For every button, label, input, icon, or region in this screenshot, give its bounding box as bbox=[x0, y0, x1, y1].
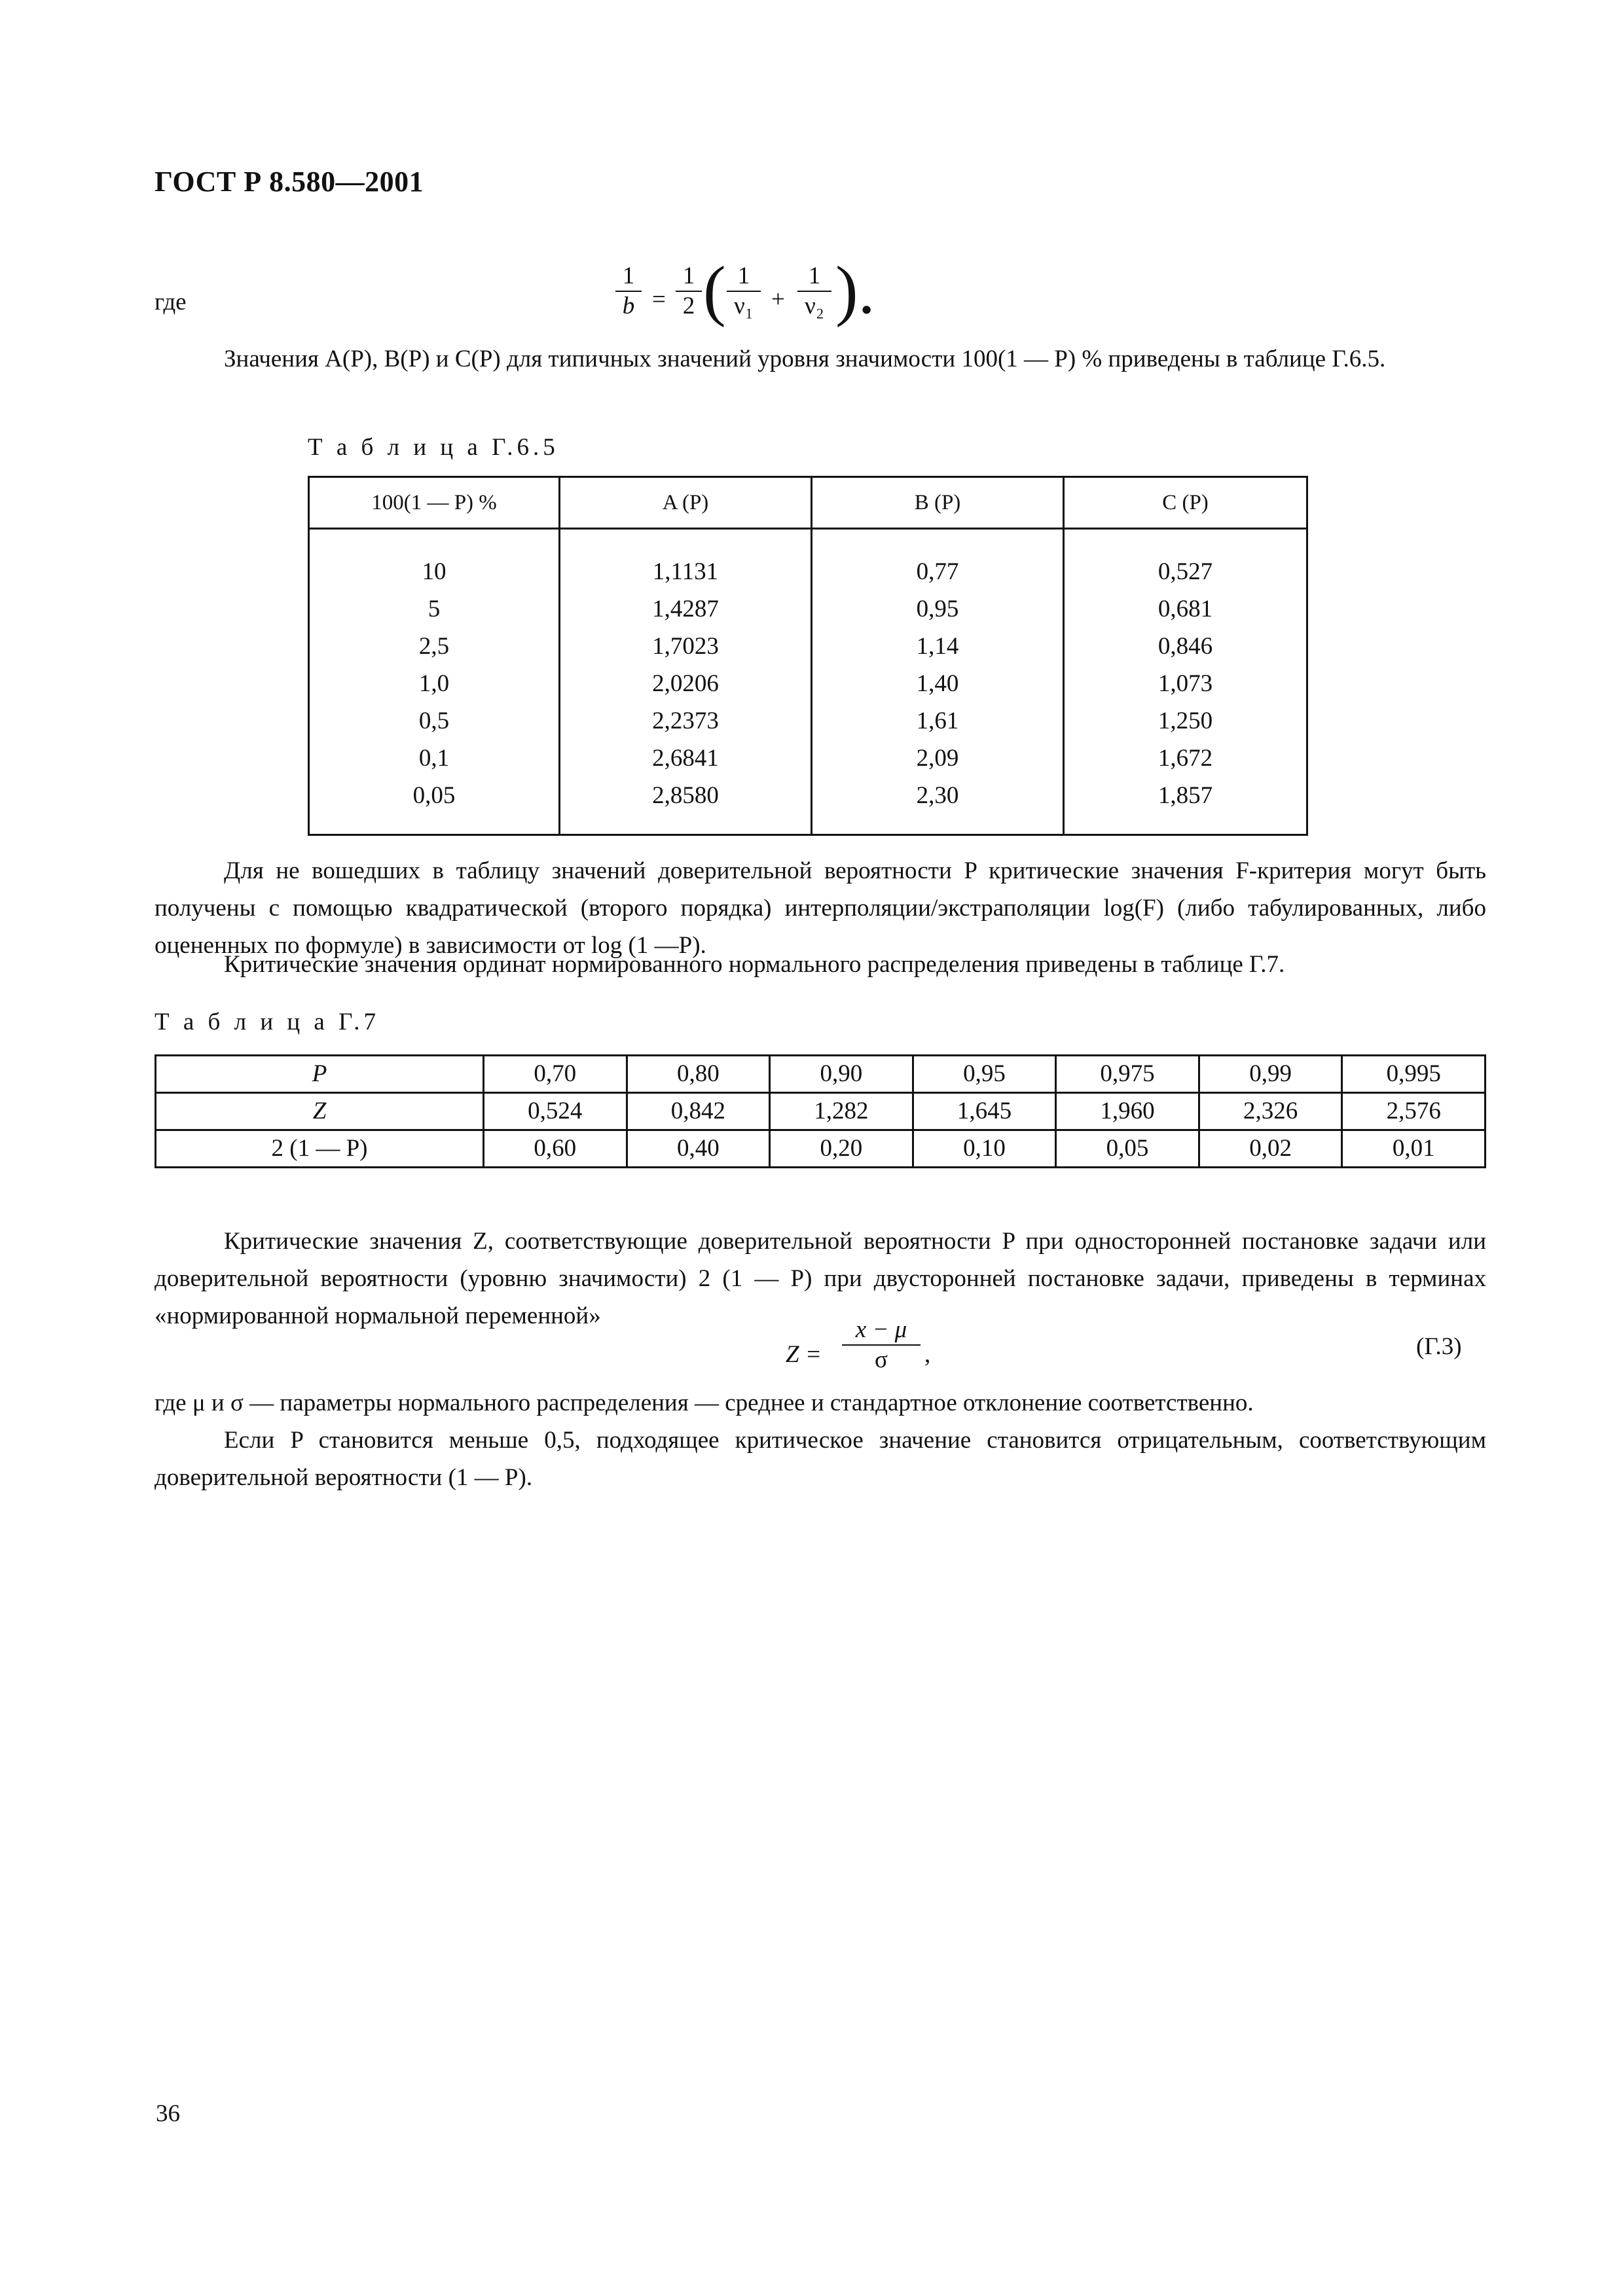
table-header-cell: A (P) bbox=[560, 477, 812, 529]
paragraph-critical-z: Критические значения Z, соответствующие доверительной вероятности P при односторонней постановке задачи или доверительной вероятности (уровню значимости) 2 (1 — P) при двусторонней постановке задачи, приведены в терминах «нормированной нормальной переменной» bbox=[155, 1228, 1486, 1329]
formula-1-over-b bbox=[615, 253, 877, 334]
document-header: ГОСТ Р 8.580—2001 bbox=[155, 166, 424, 198]
open-paren: ( bbox=[703, 253, 726, 328]
table-header-cell: C (P) bbox=[1064, 477, 1307, 529]
paragraph-critical-ordinates: Критические значения ординат нормированного нормального распределения приведены в таблице Г.7. bbox=[224, 951, 1285, 978]
fraction-one-half: 1 2 bbox=[676, 262, 702, 321]
table-row: 2 (1 — P) 0,60 0,40 0,20 0,10 0,05 0,02 0,01 bbox=[156, 1130, 1486, 1168]
table-g7-caption: Т а б л и ц а Г.7 bbox=[155, 1009, 380, 1035]
table-g65 bbox=[308, 476, 1308, 836]
table-header-cell: 100(1 — P) % bbox=[309, 477, 560, 529]
formula-z-score bbox=[786, 1316, 956, 1394]
table-row: 0,5 2,2373 1,61 1,250 bbox=[309, 702, 1307, 740]
paragraph-values-intro: Значения A(P), B(P) и C(P) для типичных значений уровня значимости 100(1 — P) % приведены в таблице Г.6.5. bbox=[224, 346, 1386, 372]
formula-comma: , bbox=[924, 1341, 931, 1368]
table-row: 2,5 1,7023 1,14 0,846 bbox=[309, 628, 1307, 665]
table-row: P 0,70 0,80 0,90 0,95 0,975 0,99 0,995 bbox=[156, 1056, 1486, 1093]
plus-sign: + bbox=[771, 286, 785, 313]
table-header-row bbox=[309, 477, 1307, 529]
where-label: где bbox=[155, 289, 187, 315]
table-row: Z 0,524 0,842 1,282 1,645 1,960 2,326 2,576 bbox=[156, 1093, 1486, 1130]
equals-sign: = bbox=[652, 286, 666, 313]
table-row: 1,0 2,0206 1,40 1,073 bbox=[309, 665, 1307, 702]
fraction-1-over-b: 1 b bbox=[615, 262, 642, 321]
table-header-cell: B (P) bbox=[812, 477, 1064, 529]
paragraph-normal-params: где μ и σ — параметры нормального распределения — среднее и стандартное отклонение соответственно. bbox=[155, 1390, 1254, 1416]
table-row: 0,05 2,8580 2,30 1,857 bbox=[309, 777, 1307, 835]
table-row: 10 1,1131 0,77 0,527 bbox=[309, 553, 1307, 590]
table-g7 bbox=[155, 1054, 1486, 1168]
table-row: 5 1,4287 0,95 0,681 bbox=[309, 590, 1307, 628]
paragraph-interpolation: Для не вошедших в таблицу значений доверительной вероятности P критические значения F-критерия могут быть получены с помощью квадратической (второго порядка) интерполяции/экстраполяции log(F) (либо табулированных, либо оцененных по формуле) в зависимости от log (1 —P). bbox=[155, 857, 1486, 959]
table-g65-caption: Т а б л и ц а Г.6.5 bbox=[308, 434, 559, 461]
fraction-x-minus-mu-over-sigma: x − μ σ bbox=[842, 1316, 921, 1374]
table-row: 0,1 2,6841 2,09 1,672 bbox=[309, 740, 1307, 777]
fraction-1-over-nu2: 1 ν₂ bbox=[797, 262, 831, 321]
formula-lhs: Z = bbox=[786, 1341, 822, 1368]
close-paren: ). bbox=[835, 253, 875, 328]
fraction-1-over-nu1: 1 ν₁ bbox=[727, 262, 761, 321]
equation-number: (Г.3) bbox=[1416, 1333, 1462, 1360]
paragraph-p-less-half: Если P становится меньше 0,5, подходящее критическое значение становится отрицательным, соответствующим доверительной вероятности (1 — P). bbox=[155, 1427, 1486, 1491]
page-number: 36 bbox=[156, 2100, 180, 2127]
